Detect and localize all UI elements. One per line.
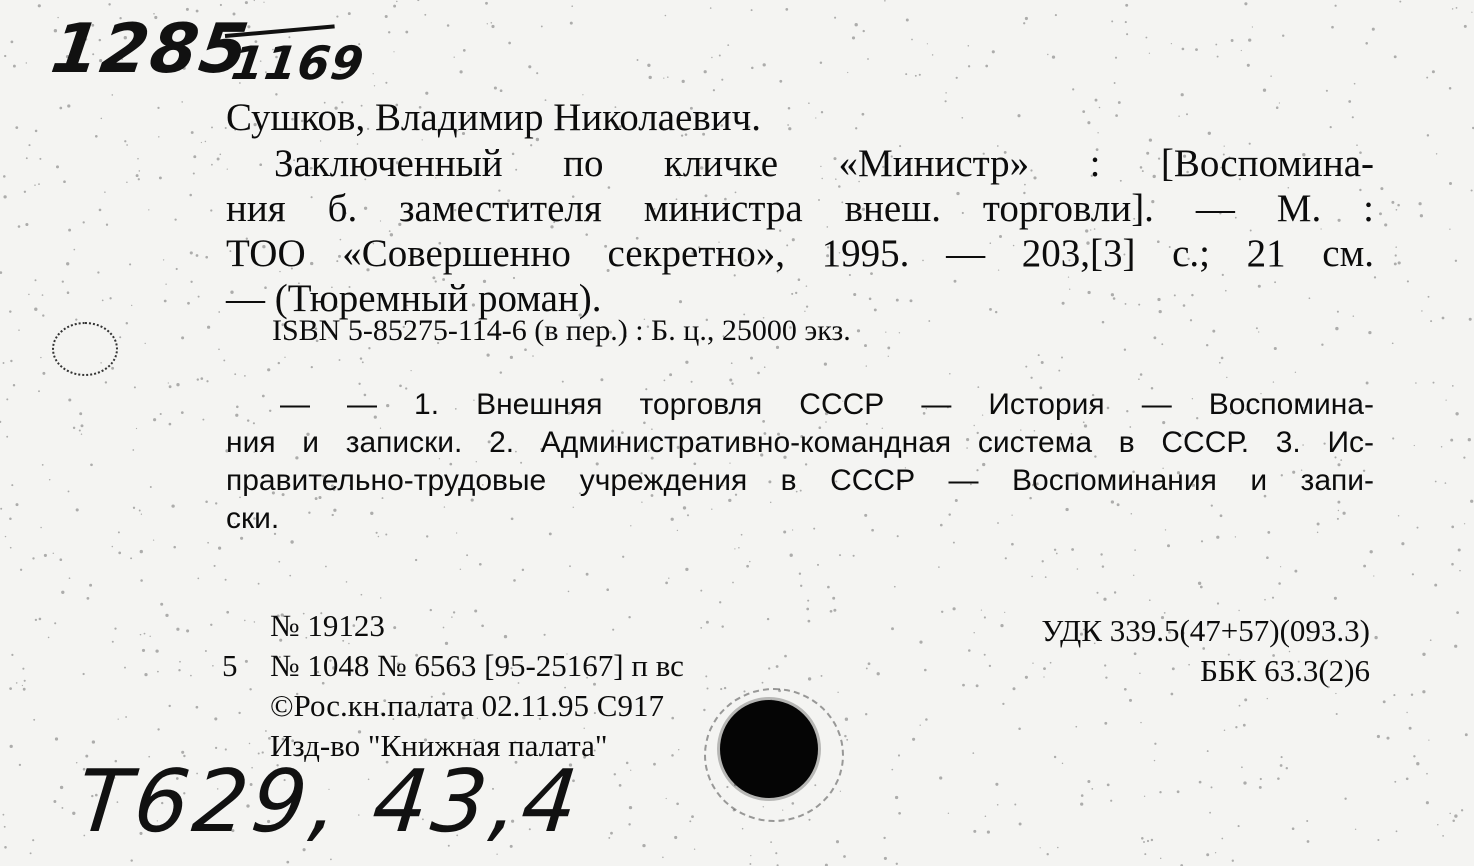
- card-number: № 19123: [270, 608, 385, 643]
- title-description: [226, 141, 1374, 321]
- chamber-row: [222, 686, 684, 726]
- classification-block: [1041, 611, 1370, 691]
- description-line: ния б. заместителя министра внеш. торговли]. — М. :: [226, 187, 1374, 230]
- registry-numbers: № 1048 № 6563 [95-25167] п вс: [270, 648, 684, 683]
- handwritten-call-number: 1285: [46, 10, 255, 89]
- author-heading: Сушков, Владимир Николаевич.: [226, 96, 761, 139]
- book-chamber-imprint: ©Рос.кн.палата 02.11.95 С917: [270, 688, 664, 723]
- tracing-line: — — 1. Внешняя торговля СССР — История — Воспомина-: [280, 388, 1374, 421]
- copies-count: 5: [222, 648, 238, 683]
- handwritten-secondary-number: 1169: [228, 36, 368, 90]
- bbk-code: ББК 63.3(2)6: [1200, 653, 1370, 688]
- card-registry-block: [222, 606, 684, 766]
- tracing-line: ния и записки. 2. Административно-командная система в СССР. 3. Ис-: [226, 426, 1374, 459]
- card-publisher: Изд-во "Книжная палата": [270, 728, 608, 763]
- registry-row: [222, 646, 684, 686]
- punch-hole: [720, 700, 818, 798]
- pencil-circle-mark: [52, 322, 118, 376]
- card-number-row: [222, 606, 684, 646]
- description-line: ТОО «Совершенно секретно», 1995. — 203,[3] с.; 21 см.: [226, 232, 1374, 275]
- subject-tracing: [226, 386, 1374, 538]
- bibliographic-entry: [226, 95, 1374, 321]
- tracing-line: правительно-трудовые учреждения в СССР — Воспоминания и запи-: [226, 464, 1374, 497]
- udk-code: УДК 339.5(47+57)(093.3): [1041, 613, 1370, 648]
- description-line: — (Тюремный роман).: [226, 277, 602, 320]
- isbn-line: ISBN 5-85275-114-6 (в пер.) : Б. ц., 25000 экз.: [272, 314, 851, 347]
- tracing-line: ски.: [226, 502, 280, 535]
- description-line: Заключенный по кличке «Министр» : [Воспомина-: [274, 142, 1374, 185]
- handwritten-shelf-code: Т629, 43,4: [72, 752, 587, 852]
